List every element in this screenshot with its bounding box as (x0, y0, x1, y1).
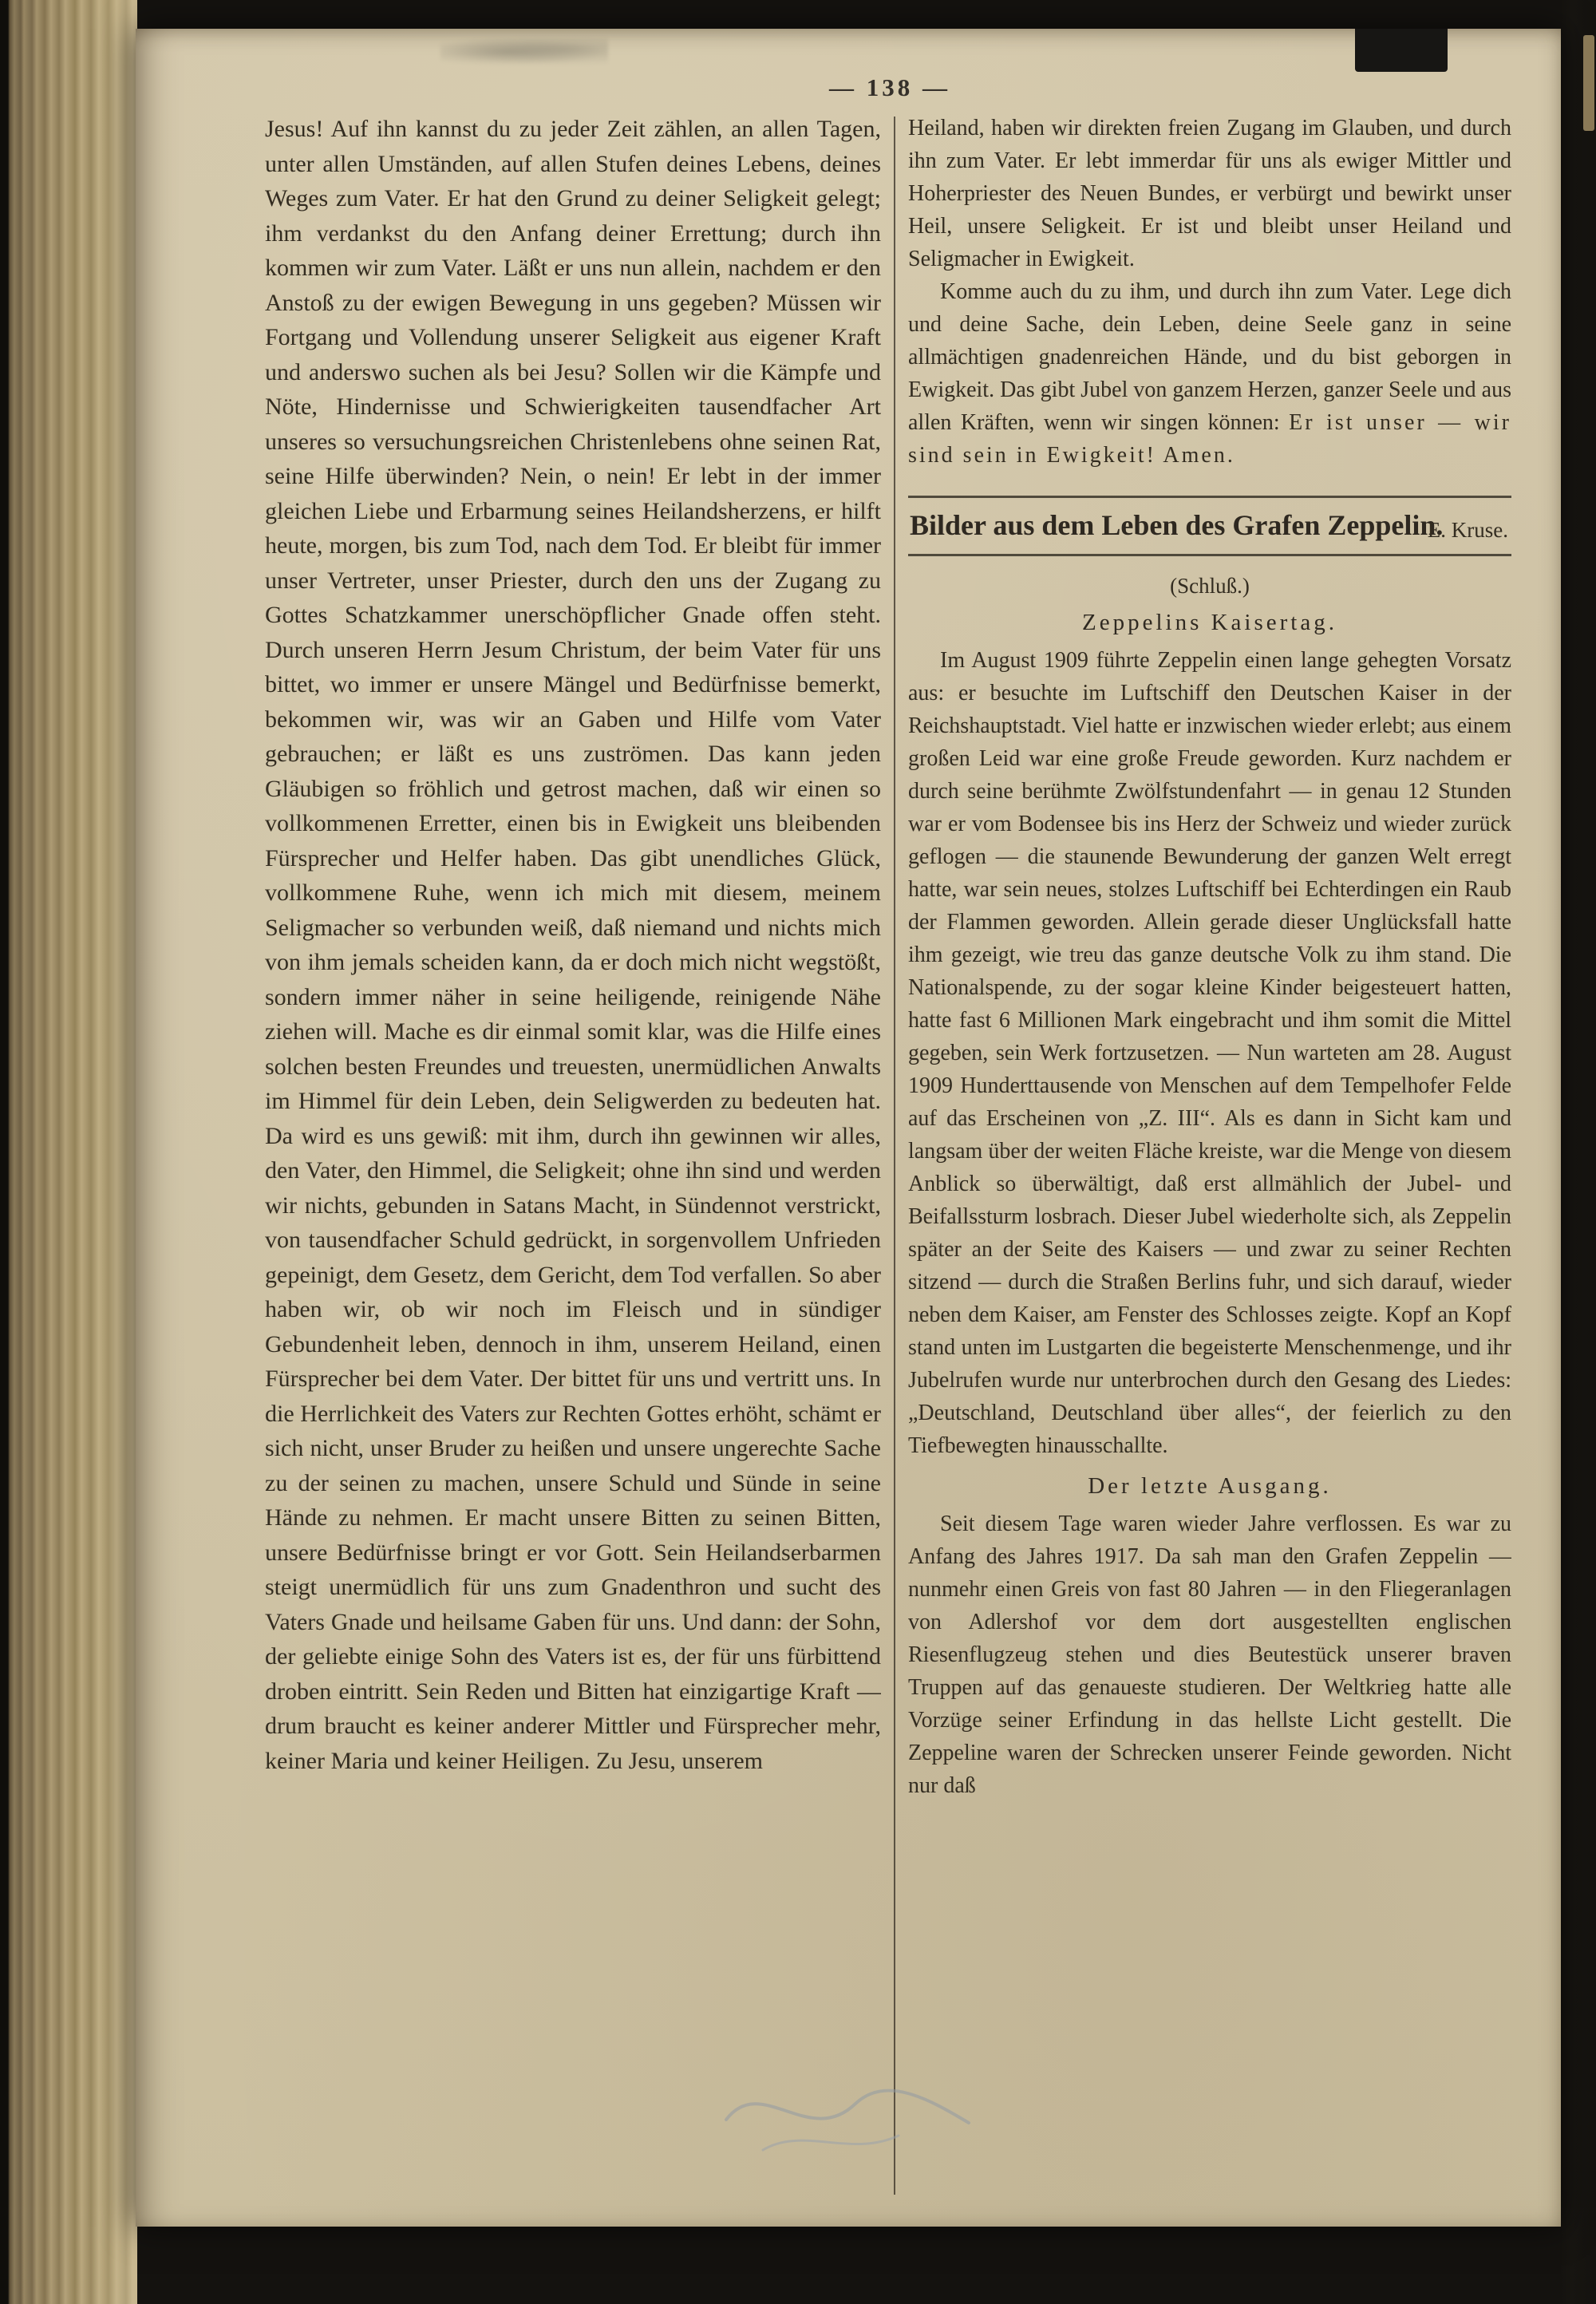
text-columns (265, 112, 1515, 2203)
left-column-text: Jesus! Auf ihn kannst du zu jeder Zeit zählen, an allen Tagen, unter allen Umständen, auf allen Stufen deines Lebens, deines Weges zum Vater. Er hat den Grund zu deiner Seligkeit gelegt; ihm verdankst du den Anfang deiner Errettung; durch ihn kommen wir zum Vater. Läßt er uns nun allein, nachdem er den Anstoß zu der ewigen Bewegung in uns gegeben? Müssen wir Fortgang und Vollendung unserer Seligkeit aus eigener Kraft und anderswo suchen als bei Jesu? Sollen wir die Kämpfe und Nöte, Hindernisse und Schwierigkeiten tausendfacher Art unseres so versuchungsreichen Christenlebens ohne seinen Rat, seine Hilfe überwinden? Nein, o nein! Er lebt in der immer gleichen Liebe und Erbarmung seines Heilandsherzens, er hilft heute, morgen, bis zum Tod, nach dem Tod. Er bleibt für immer unser Vertreter, unser Priester, durch den uns der Zugang zu Gottes Schatzkammer unerschöpflicher Gnade offen steht. Durch unseren Herrn Jesum Christum, der beim Vater für uns bittet, wo immer er unsere Mängel und Bedürfnisse bemerkt, bekommen wir, was wir an Gaben und Hilfe vom Vater gebrauchen; er läßt es uns zuströmen. Das kann jeden Gläubigen so fröhlich und getrost machen, daß wir einen so vollkommenen Erretter, einen bis in Ewigkeit uns bleibenden Fürsprecher und Helfer haben. Das gibt unendliches Glück, vollkommene Ruhe, wenn ich mich mit diesem, meinem Seligmacher so verbunden weiß, daß niemand und nichts mich von ihm jemals scheiden kann, da er doch mich nicht wegstößt, sondern immer näher in seine heiligende, reinigende Nähe ziehen will. Mache es dir einmal somit klar, was die Hilfe eines solchen besten Freundes und treuesten, unermüdlichen Anwalts im Himmel für dein Leben, dein Seligwerden zu bedeuten hat. Da wird es uns gewiß: mit ihm, durch ihn gewinnen wir alles, den Vater, den Himmel, die Seligkeit; ohne ihn sind und werden wir nichts, gebunden in Satans Macht, in Sündennot verstrickt, von tausendfacher Schuld gedrückt, in sorgenvollem Unfrieden gepeinigt, dem Gesetz, dem Gericht, dem Tod verfallen. So aber haben wir, ob wir noch im Fleisch und in sündiger Gebundenheit leben, dennoch in ihm, unserem Heiland, einen Fürsprecher bei dem Vater. Der bittet für uns und vertritt uns. In die Herrlichkeit des Vaters zur Rechten Gottes erhöht, schämt er sich nicht, unser Bruder zu heißen und unsere ungerechte Sache zu der seinen zu machen, unsere Schuld und Sünde in seine Hände zu nehmen. Er macht unsere Bitten zu seinen Bitten, unsere Bedürfnisse bringt er vor Gott. Sein Heilandserbarmen steigt unermüdlich für uns zum Gnadenthron und sucht des Vaters Gnade und heilsame Gaben für uns. Und dann: der Sohn, der geliebte einige Sohn des Vaters ist es, der für uns fürbittend droben eintritt. Sein Reden und Bitten hat einzigartige Kraft — drum braucht es keiner anderer Mittler und Fürsprecher mehr, keiner Maria und keiner Heiligen. Zu Jesu, unserem (265, 116, 881, 1774)
article-title: Bilder aus dem Leben des Grafen Zeppelin. (910, 509, 1444, 541)
right-column (908, 112, 1511, 2203)
page-surface (136, 29, 1561, 2227)
column-divider-rule (894, 117, 895, 2195)
article-header (908, 496, 1511, 556)
page-corner-tear (1355, 29, 1448, 72)
ink-smudge (440, 38, 608, 65)
adjacent-page-edge (1583, 35, 1594, 131)
article-author: E. Kruse. (1427, 518, 1508, 542)
page-number: — 138 — (829, 73, 950, 101)
paragraph (908, 275, 1511, 472)
book-page-edges (0, 0, 137, 2304)
section-heading-ausgang: Der letzte Ausgang. (1088, 1473, 1332, 1499)
section-heading-kaisertag: Zeppelins Kaisertag. (1082, 610, 1337, 635)
article-note: (Schluß.) (1170, 574, 1250, 598)
book-gutter-right (1561, 0, 1596, 2304)
paragraph-text: Komme auch du zu ihm, und durch ihn zum Vater. Lege dich und deine Sache, dein Leben, deine Seele ganz in seine allmächtigen gnadenreichen Hände, und du bist geborgen in Ewigkeit. Das gibt Jubel von ganzem Herzen, ganzer Seele und aus allen Kräften, wenn wir singen können: (908, 279, 1511, 435)
section-text-kaisertag: Im August 1909 führte Zeppelin einen lange gehegten Vorsatz aus: er besuchte im Luftschiff den Deutschen Kaiser in der Reichshauptstadt. Viel hatte er inzwischen wieder erlebt; aus einem großen Leid war eine große Freude geworden. Kurz nachdem er durch seine berühmte Zwölfstundenfahrt — in genau 12 Stunden war er vom Bodensee bis ins Herz der Schweiz und wieder zurück geflogen — die staunende Bewunderung der ganzen Welt erregt hatte, war sein neues, stolzes Luftschiff bei Echterdingen ein Raub der Flammen geworden. Allein gerade dieser Unglücksfall hatte ihm gezeigt, wie treu das ganze deutsche Volk zu ihm stand. Die Nationalspende, zu der sogar kleine Kinder beigesteuert hatten, hatte fast 6 Millionen Mark eingebracht und ihm somit die Mittel gegeben, sein Werk fortzusetzen. — Nun warteten am 28. August 1909 Hunderttausende von Menschen auf dem Tempelhofer Felde auf das Erscheinen von „Z. III“. Als es dann in Sicht kam und langsam über der weiten Fläche kreiste, war die Menge von diesem Anblick so überwältigt, daß erst allmählich der Jubel- und Beifallssturm losbrach. Dieser Jubel wiederholte sich, als Zeppelin später an der Seite des Kaisers — und zwar zu seiner Rechten sitzend — durch die Straßen Berlins fuhr, und sich darauf, wieder neben dem Kaiser, am Fenster des Schlosses zeigte. Kopf an Kopf stand unten im Lustgarten die begeisterte Menschenmenge, und ihr Jubelrufen wurde nur unterbrochen durch den Gesang des Liedes: „Deutschland, Deutschland über alles“, der feierlich zu den Tiefbewegten hinausschallte. (908, 648, 1511, 1458)
section-text-ausgang: Seit diesem Tage waren wieder Jahre verflossen. Es war zu Anfang des Jahres 1917. Da sah man den Grafen Zeppelin — nunmehr einen Greis von fast 80 Jahren — in den Fliegeranlagen von Adlershof vor dem dort ausgestellten englischen Riesenflugzeug stehen und dies Beutestück unserer braven Truppen auf das genaueste studieren. Der Weltkrieg hatte alle Vorzüge seiner Erfindung in das hellste Licht gestellt. Die Zeppeline waren der Schrecken unserer Feinde geworden. Nicht nur daß (908, 1512, 1511, 1798)
paragraph-continuation: Heiland, haben wir direkten freien Zugang im Glauben, und durch ihn zum Vater. Er lebt immerdar für uns als ewiger Mittler und Hoherpriester des Neuen Bundes, er verbürgt und bewirkt unser Heil, unsere Seligkeit. Er ist und bleibt unser Heiland und Seligmacher in Ewigkeit. (908, 116, 1511, 271)
pencil-scribble (715, 2046, 986, 2182)
emphasized-text: Er ist unser — wir sind sein in Ewigkeit! Amen. (908, 410, 1511, 468)
left-column (265, 112, 881, 2203)
